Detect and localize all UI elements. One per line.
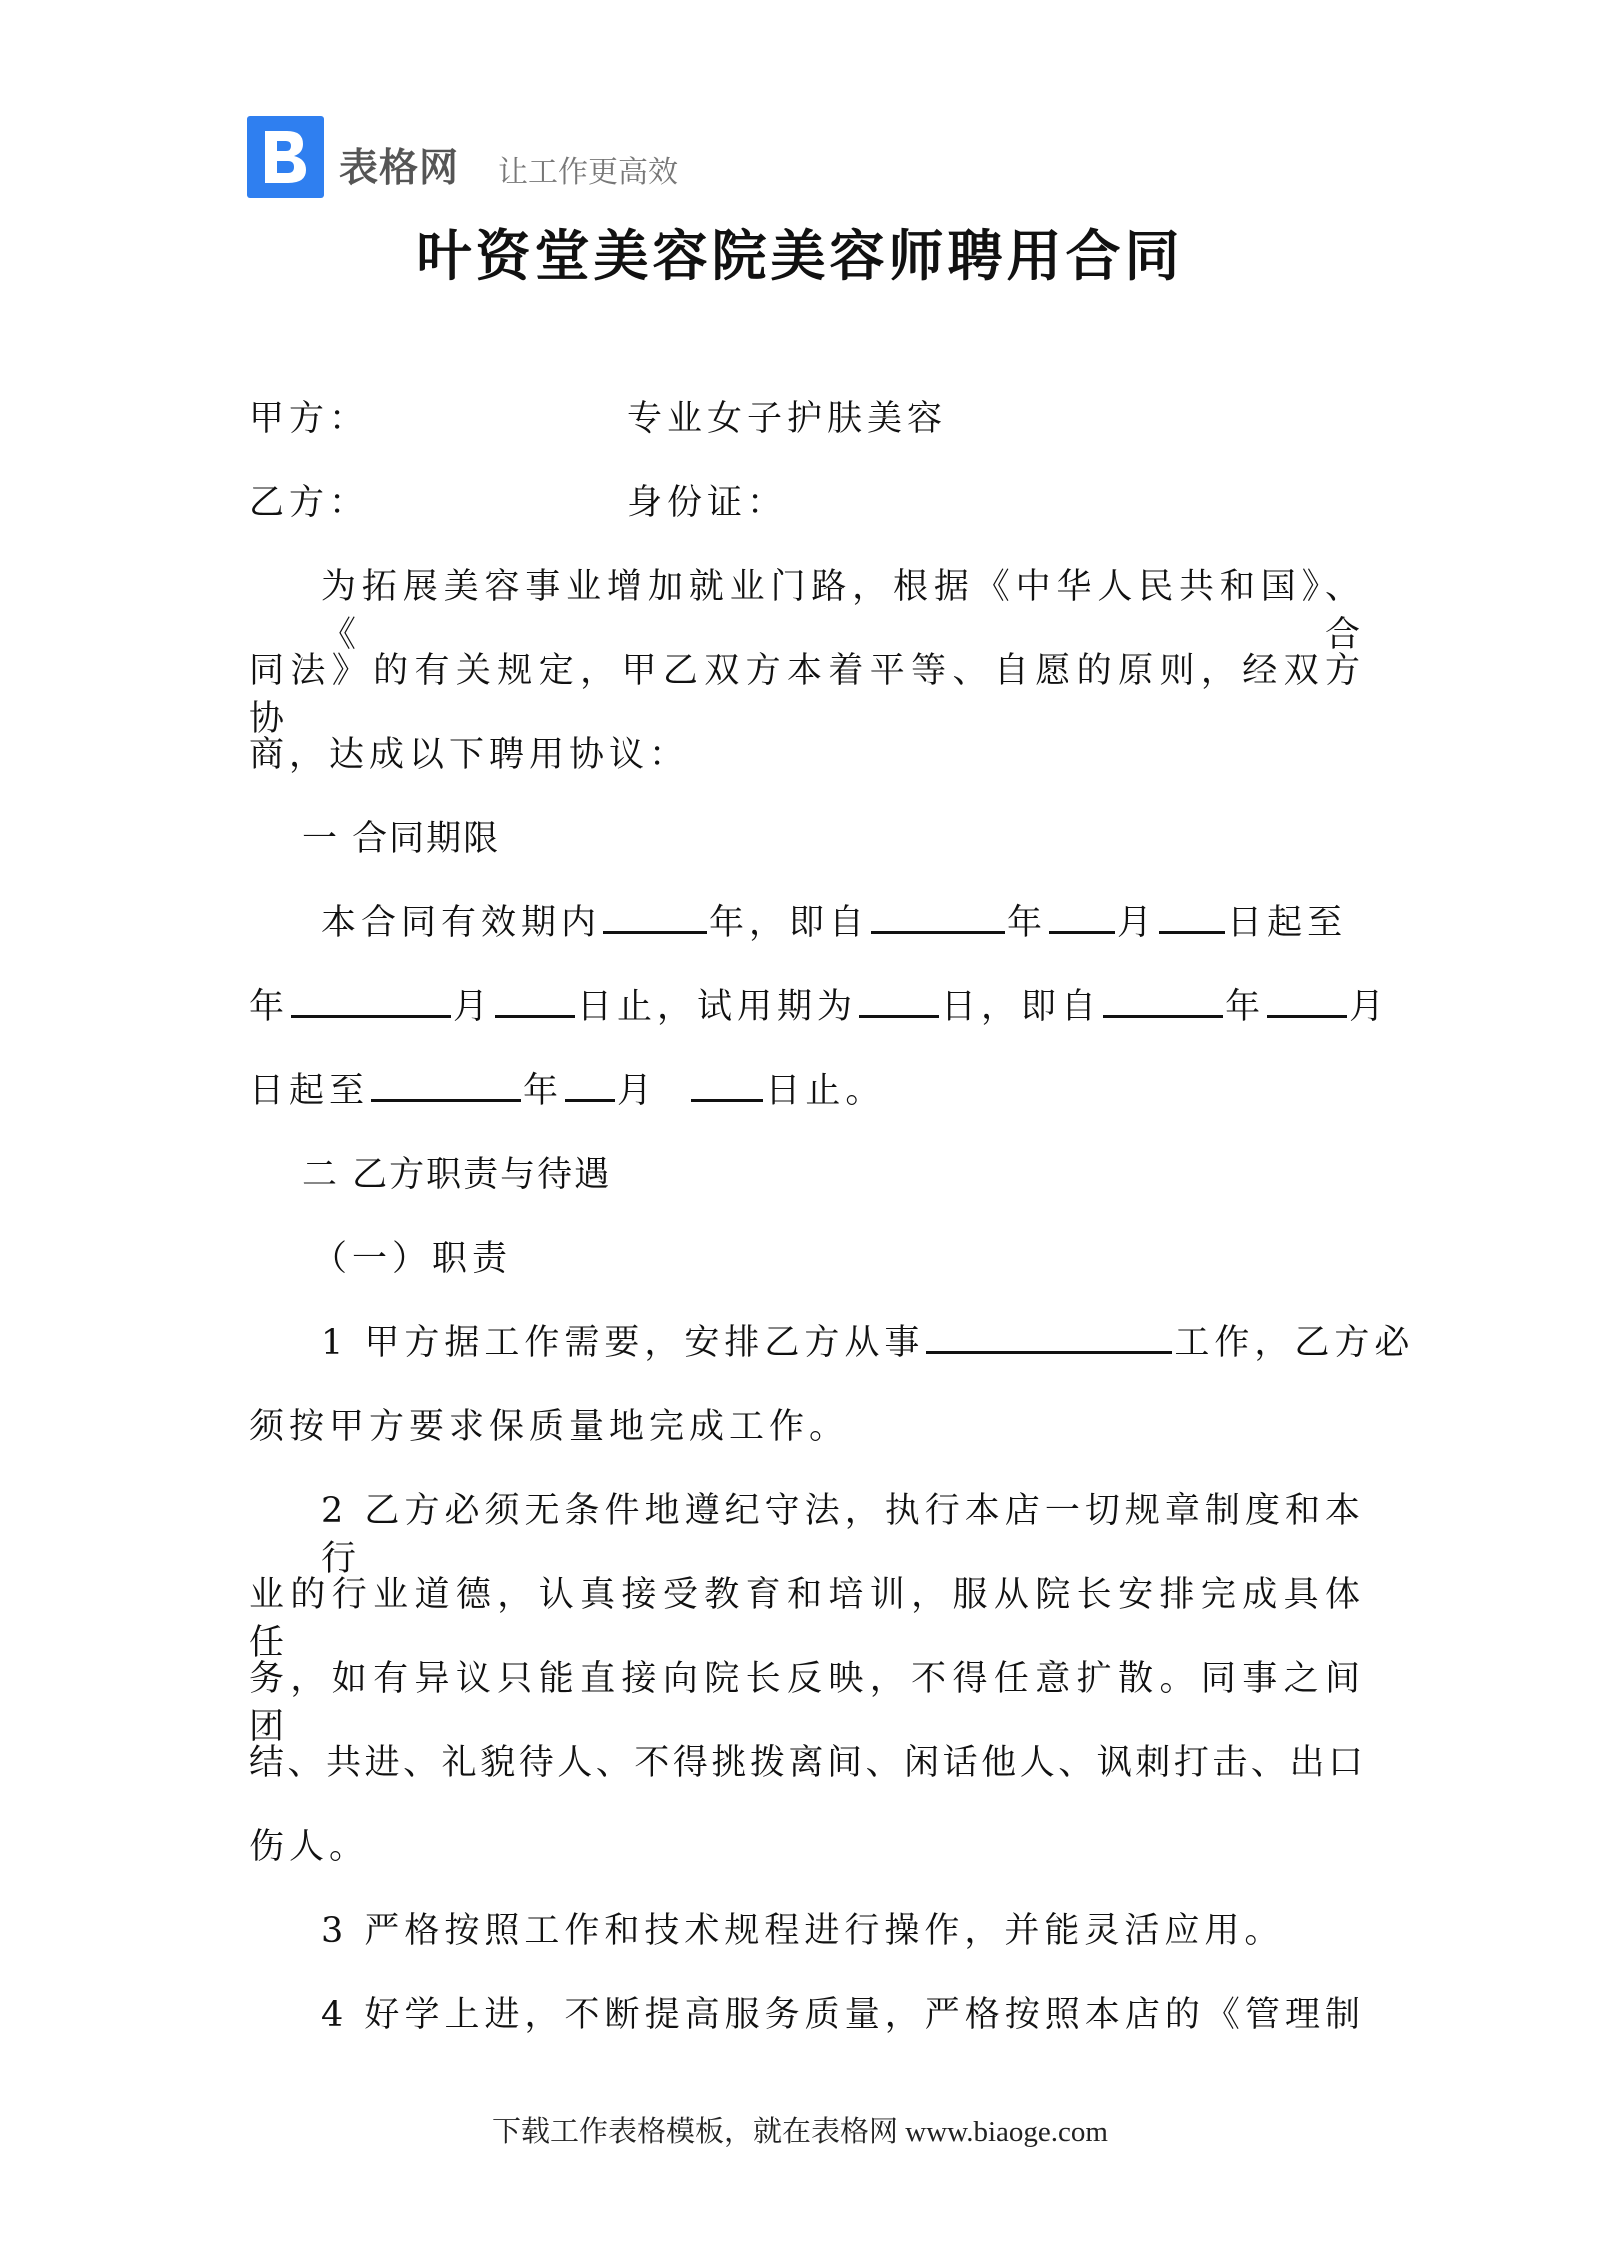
preamble-line-3: 商，达成以下聘用协议： [249, 735, 690, 775]
term-text: 年 [1225, 987, 1266, 1027]
duty-2-line-3: 务，如有异议只能直接向院长反映，不得任意扩散。同事之间团 [249, 1659, 1365, 1747]
duty-2-line-2: 业的行业道德，认真接受教育和培训，服从院长安排完成具体任 [249, 1575, 1365, 1663]
logo-b-mark-icon [257, 127, 313, 187]
blank-field[interactable] [691, 1069, 763, 1102]
duty-3-line-1: 3 严格按照工作和技术规程进行操作，并能灵活应用。 [321, 1911, 1285, 1951]
term-text: 日止。 [765, 1071, 886, 1111]
brand-slogan: 让工作更高效 [498, 155, 678, 190]
term-text: 年，即自 [709, 903, 870, 943]
term-text: 年 [249, 987, 290, 1027]
page-footer: 下载工作表格模板，就在表格网 www.biaoge.com [492, 2116, 1108, 2148]
term-text: 年 [523, 1071, 564, 1111]
term-text: 日起至 [249, 1071, 370, 1111]
brand-logo-icon [247, 116, 324, 198]
blank-field[interactable] [1159, 901, 1225, 934]
duty-4-line-1: 4 好学上进，不断提高服务质量，严格按照本店的《管理制 [321, 1995, 1365, 2035]
blank-field[interactable] [603, 901, 707, 934]
duty-1-line-1 [321, 1319, 1415, 1367]
duty-2-line-4: 结、共进、礼貌待人、不得挑拨离间、闲话他人、讽刺打击、出口 [249, 1743, 1365, 1783]
blank-field[interactable] [495, 985, 575, 1018]
section-1-heading: 一 合同期限 [302, 819, 501, 859]
duty-1-line-2: 须按甲方要求保质量地完成工作。 [249, 1407, 850, 1447]
blank-field[interactable] [1049, 901, 1115, 934]
term-text: 本合同有效期内 [321, 903, 602, 943]
duty-2-line-1: 2 乙方必须无条件地遵纪守法，执行本店一切规章制度和本行 [321, 1491, 1365, 1579]
section-2-heading: 二 乙方职责与待遇 [302, 1155, 612, 1195]
term-text: 日起至 [1227, 903, 1348, 943]
blank-field[interactable] [371, 1069, 521, 1102]
blank-field[interactable] [1267, 985, 1347, 1018]
party-b-label: 乙方： [249, 483, 370, 523]
term-text: 日，即自 [941, 987, 1102, 1027]
term-text: 月 [1117, 903, 1158, 943]
blank-field[interactable] [859, 985, 939, 1018]
party-a-value: 专业女子护肤美容 [627, 399, 948, 439]
term-text: 月 [1349, 987, 1390, 1027]
blank-field[interactable] [291, 985, 451, 1018]
brand-name: 表格网 [339, 146, 460, 191]
blank-field[interactable] [1103, 985, 1223, 1018]
party-a-label: 甲方： [249, 399, 370, 439]
term-line-3 [249, 1067, 1365, 1115]
term-text: 月 [453, 987, 494, 1027]
term-text: 日止，试用期为 [577, 987, 858, 1027]
party-b-id-label: 身份证： [627, 483, 788, 523]
term-text: 月 [617, 1071, 658, 1111]
preamble-line-1: 为拓展美容事业增加就业门路，根据《中华人民共和国》、《合 [321, 567, 1365, 655]
duty-2-line-5: 伤人。 [249, 1827, 370, 1867]
term-line-1 [321, 899, 1365, 947]
preamble-line-2: 同法》的有关规定，甲乙双方本着平等、自愿的原则，经双方协 [249, 651, 1365, 739]
duty-text: 工作，乙方必 [1174, 1323, 1415, 1363]
blank-field[interactable] [926, 1321, 1172, 1354]
blank-field[interactable] [871, 901, 1005, 934]
document-title: 叶资堂美容院美容师聘用合同 [416, 224, 1184, 288]
duty-text: 1 甲方据工作需要，安排乙方从事 [321, 1323, 925, 1363]
term-line-2 [249, 983, 1390, 1031]
section-2-sub-heading: （一）职责 [312, 1239, 513, 1279]
term-text: 年 [1007, 903, 1048, 943]
blank-field[interactable] [565, 1069, 615, 1102]
